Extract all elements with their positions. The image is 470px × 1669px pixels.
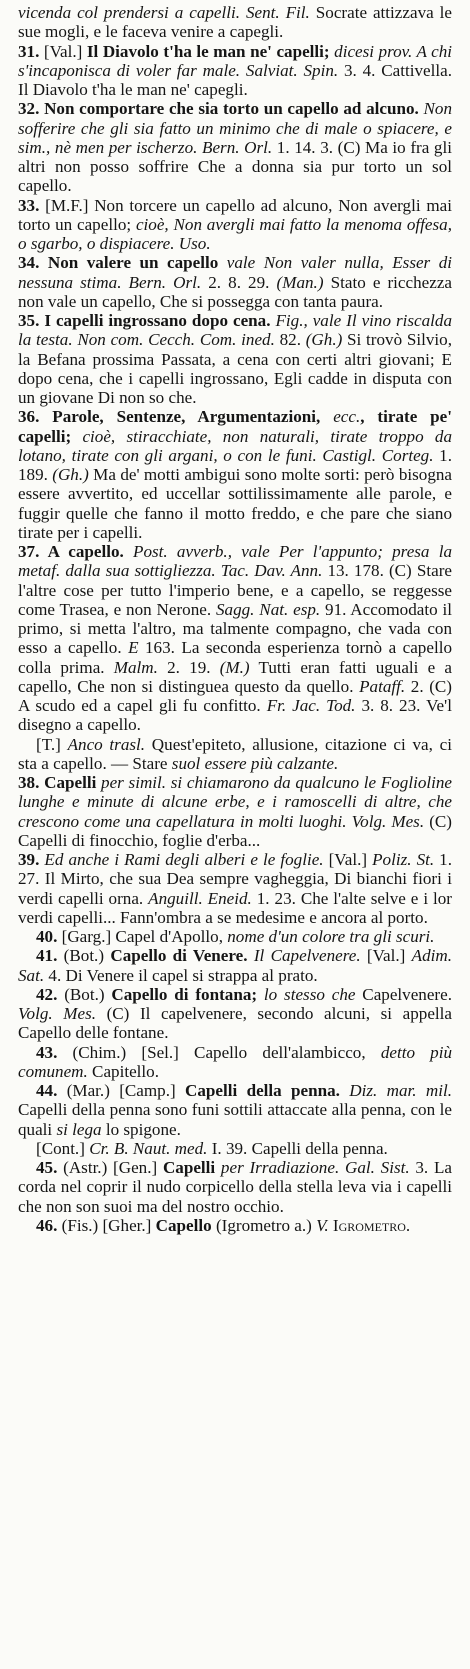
text-run: Capelli: [44, 773, 97, 792]
text-run: Post. avverb., vale Per l'appunto; presa la metaf. dalla sua sottigliezza. Tac. Dav. Ann.: [18, 542, 452, 581]
text-run: 39.: [18, 850, 45, 869]
text-run: (Man.): [276, 272, 324, 292]
text-run: , tirate pe' capelli;: [18, 407, 453, 446]
text-run: 41.: [36, 946, 64, 966]
text-run: Anguill. Eneid.: [148, 888, 252, 908]
text-run: E: [128, 638, 139, 658]
text-run: 163. La seconda esperienza tornò a capello colla prima.: [18, 638, 452, 677]
text-run: Ed anche i Rami degli alberi e le foglie.: [44, 850, 324, 869]
text-run: [M.F.] Non torcere un capello ad alcuno, Non avergli mai torto un capello;: [18, 195, 453, 234]
text-run: Capelli della penna sono funi sottili attaccate alla penna, con le quali: [18, 1100, 452, 1139]
text-run: cioè, Non avergli mai fatto la menoma offesa, o sgarbo, o dispiacere. Uso.: [18, 214, 452, 253]
entry-35: [18, 311, 452, 407]
text-run: 3. 8. 23. Ve'l disegno a capello.: [18, 696, 452, 735]
text-run: 31.: [18, 41, 44, 61]
entry-44: [18, 1081, 452, 1139]
text-run: Stato e ricchezza non vale un capello, Che si possegga con tanta paura.: [18, 272, 452, 311]
text-run: (M.): [219, 657, 250, 677]
text-run: (C) Il capelvenere, secondo alcuni, si appella Capello delle fontane.: [18, 1004, 452, 1043]
text-run: Adim. Sat.: [18, 946, 452, 985]
text-run: 1. 23. Che l'alte selve e i lor verdi capelli... Fann'ombra a se medesime e ancora al porto.: [18, 888, 452, 927]
text-run: Igrometro.: [328, 1215, 411, 1235]
text-run: 1. 27. Il Mirto, che sua Dea sempre vagheggia, Di bianchi fiori i verdi capelli orna.: [18, 850, 453, 908]
text-run: (C) Capelli di finocchio, foglie d'erba...: [18, 811, 453, 850]
text-run: Capelli: [162, 1158, 216, 1177]
text-run: [Val.]: [323, 850, 373, 869]
text-run: (Fis.) [Gher.]: [61, 1215, 156, 1235]
text-run: Non valere un capello: [47, 253, 219, 273]
text-run: 1. 14. 3. (C) Ma io fra gli altri non posso soffrire Che a donna sia pur torto un sol capello.: [18, 137, 452, 196]
text-run: [T.]: [36, 734, 68, 754]
entry-37-t: [18, 735, 452, 774]
entry-continuation: [18, 3, 452, 42]
entry-38: [18, 773, 452, 850]
text-run: (Chim.) [Sel.] Capello dell'alambicco,: [72, 1042, 381, 1062]
text-run: (Bot.): [64, 984, 112, 1004]
entry-32: [18, 99, 452, 195]
text-run: Capello di Venere.: [110, 946, 248, 966]
text-run: Capello di fontana;: [111, 984, 258, 1004]
text-run: Il Capelvenere.: [247, 946, 361, 966]
text-run: Parole, Sentenze, Argumentazioni,: [52, 407, 334, 427]
text-run: Sagg. Nat. esp.: [215, 599, 321, 619]
text-run: 2. (C) A scudo ed a capel gli fu confitto.: [18, 676, 452, 715]
text-run: (Igrometro a.): [211, 1215, 317, 1235]
text-run: 43.: [36, 1042, 73, 1062]
text-run: cioè, stiracchiate, non naturali, tirate troppo da lotano, tirate con gli argani, o con le funi. Castigl. Corteg.: [18, 426, 452, 465]
text-run: si lega: [56, 1119, 102, 1139]
text-run: Pataff.: [359, 676, 406, 696]
text-run: 1. 189.: [18, 445, 452, 484]
text-run: Poliz. St.: [372, 850, 435, 869]
entry-31: [18, 42, 452, 100]
text-run: 3. La corda nel coprir il nudo corpicello della stella leva via i capelli che non son suoi ma del nostro occhio.: [18, 1158, 452, 1216]
text-run: Volg. Mes.: [18, 1004, 96, 1023]
entry-36: [18, 407, 452, 542]
text-run: 91. Accomodato il primo, si metta l'altro, ma talmente compagno, che vada con esso a capello.: [18, 599, 452, 658]
entry-41: [18, 946, 452, 985]
text-run: 2. 19.: [157, 657, 220, 677]
text-run: vicenda col prendersi a capelli. Sent. Fil.: [18, 3, 310, 22]
text-run: Diz. mar. mil.: [339, 1081, 452, 1100]
text-run: ecc.: [333, 407, 361, 427]
text-run: Si trovò Silvio, la Befana prossima Passata, a cena con certi altri giovani; E dopo cena, che i capelli ingrossano, Egli cadde in disputa con un giovane Di non so che.: [18, 330, 453, 407]
text-run: Anco trasl.: [67, 734, 146, 754]
text-run: I capelli ingrossano dopo cena.: [44, 311, 271, 330]
text-run: Non sofferire che gli sia fatto un minimo che di male o spiacere, e sim., nè men per ischerzo. Bern. Orl.: [18, 99, 452, 157]
text-run: Capitello.: [87, 1061, 159, 1081]
text-run: Malm.: [113, 657, 158, 677]
text-run: dicesi prov. A chi s'incaponisca di voler far male. Salviat. Spin.: [18, 41, 453, 80]
text-run: (Gh.): [305, 330, 343, 350]
text-run: Ma de' motti ambigui sono molte sorti: però bisogna essere avvertito, ed uccellar sottilissimamente alle parole, e fuggir quelle che fanno il motto freddo, e che pare che siano tirate per i capelli.: [18, 465, 452, 542]
text-run: 40.: [36, 927, 62, 946]
text-run: A capello.: [47, 542, 124, 561]
text-run: [Val.]: [43, 41, 87, 61]
text-run: [Val.]: [360, 946, 412, 966]
text-run: nome d'un colore tra gli scuri.: [227, 927, 435, 946]
text-run: 82.: [274, 330, 306, 350]
entry-46: [18, 1216, 452, 1235]
text-run: Il Diavolo t'ha le man ne' capelli;: [86, 41, 330, 61]
text-run: Capello: [155, 1215, 212, 1235]
text-run: 13. 178. (C) Stare l'altre cose per tutto l'imperio bene, e a capello, se reggesse come Trasea, e non Nerone.: [18, 561, 452, 619]
text-run: 4. Di Venere il capel si strappa al prato.: [44, 965, 318, 985]
entry-40: [18, 927, 452, 946]
text-run: 37.: [18, 542, 48, 561]
text-run: Capelli della penna.: [185, 1081, 340, 1100]
text-run: I. 39. Capelli della penna.: [207, 1138, 388, 1158]
text-run: 46.: [36, 1215, 62, 1235]
entry-45: [18, 1158, 452, 1216]
text-run: 33.: [18, 195, 46, 215]
text-run: 42.: [36, 984, 65, 1004]
text-run: Fr. Jac. Tod.: [266, 696, 356, 715]
text-run: (Astr.) [Gen.]: [63, 1158, 163, 1177]
text-run: per Irradiazione. Gal. Sist.: [215, 1158, 410, 1177]
entry-33: [18, 196, 452, 254]
entry-34: [18, 253, 452, 311]
text-run: 44.: [36, 1081, 67, 1100]
text-run: Socrate attizzava le sue mogli, e le faceva venire a capegli.: [18, 3, 452, 42]
text-run: 38.: [18, 773, 45, 792]
text-run: Capelvenere.: [355, 984, 452, 1004]
text-run: lo stesso che: [257, 984, 356, 1004]
text-run: 35.: [18, 311, 45, 330]
text-run: Quest'epiteto, allusione, citazione ci va, ci sta a capello. — Stare: [18, 734, 452, 773]
text-run: 45.: [36, 1158, 64, 1177]
text-run: Tutti eran fatti uguali e a capello, Che non si distinguea questo da quello.: [18, 657, 452, 696]
text-run: [Garg.] Capel d'Apollo,: [61, 927, 228, 946]
text-run: per simil. si chiamarono da qualcuno le Foglioline lunghe e minute di alcune erbe, e i ramoscelli di altre, che crescono come una capellatura in molti luoghi. Volg. Mes.: [18, 773, 453, 831]
entry-44-cont: [18, 1139, 452, 1158]
text-run: Fig., vale Il vino riscalda la testa. Non com. Cecch. Com. ined.: [18, 311, 453, 350]
text-run: lo spigone.: [101, 1119, 181, 1139]
text-run: V.: [316, 1215, 329, 1235]
text-run: Cr. B. Naut. med.: [89, 1138, 208, 1158]
text-run: (Bot.): [63, 946, 111, 966]
text-run: vale Non valer nulla, Esser di nessuna stima. Bern. Orl.: [18, 253, 452, 292]
text-run: 34.: [18, 253, 48, 273]
text-run: (Gh.): [52, 465, 89, 484]
entry-42: [18, 985, 452, 1043]
text-run: 32.: [18, 99, 45, 119]
text-run: suol essere più calzante.: [171, 753, 339, 773]
text-run: Non comportare che sia torto un capello ad alcuno.: [44, 99, 419, 119]
text-run: [Cont.]: [36, 1138, 90, 1158]
text-run: 36.: [18, 407, 53, 427]
text-run: (Mar.) [Camp.]: [66, 1081, 186, 1100]
entry-37: [18, 542, 452, 735]
text-run: detto più comunem.: [18, 1042, 453, 1081]
text-run: 2. 8. 29.: [201, 272, 277, 292]
text-run: 3. 4. Cattivella. Il Diavolo t'ha le man ne' capegli.: [18, 60, 452, 99]
entry-43: [18, 1043, 452, 1082]
entry-39: [18, 850, 452, 927]
